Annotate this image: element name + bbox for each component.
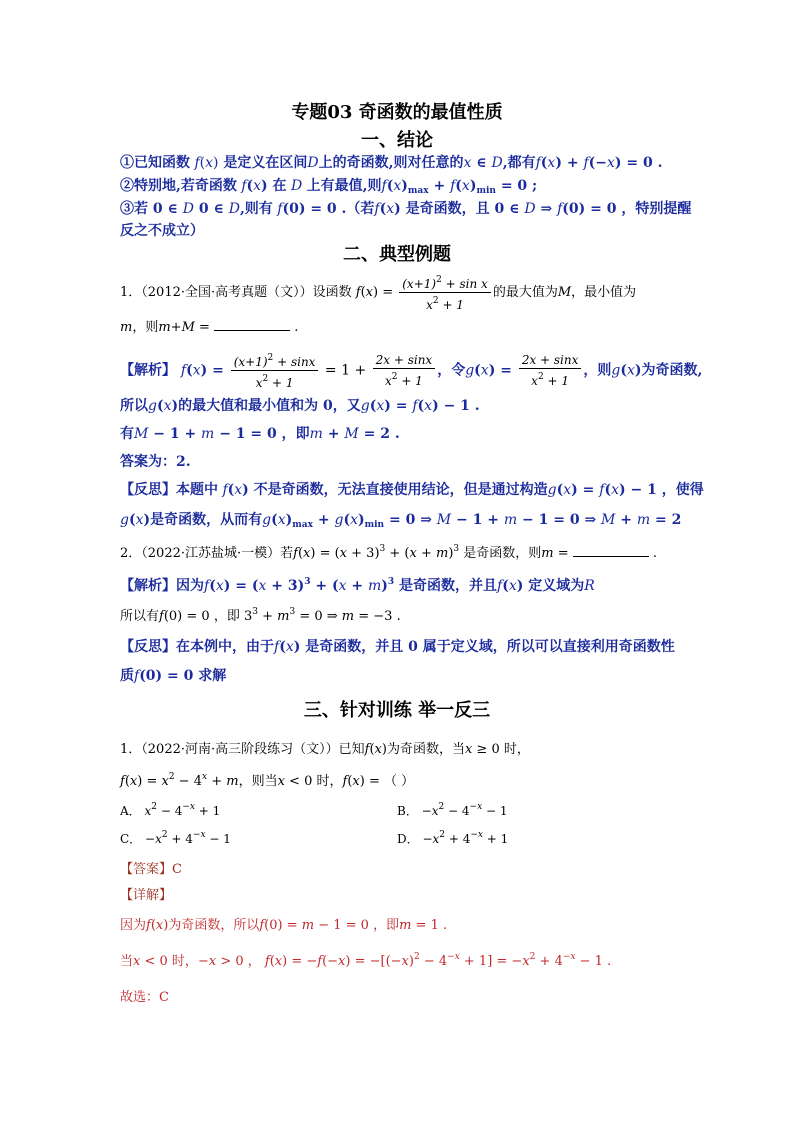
text: 所以 — [120, 398, 148, 414]
conclusion-line-1: ①已知函数 f(x) 是定义在区间D上的奇函数,则对任意的x ∈ D,都有f(x) + f(−x) = 0 . — [120, 155, 663, 171]
training1-detail-label: 【详解】 — [120, 888, 173, 903]
section-heading-training: 三、针对训练 举一反三 — [303, 700, 491, 721]
option-a[interactable]: A． $x^2 - 4^{-x} + 1$ — [120, 802, 221, 818]
text: 因为 — [120, 918, 147, 933]
example2-analysis: 【解析】因为$f(x) = (x + 3)^3 + (x + m)^3$ 是奇函数，并且f(x) 定义域为R — [120, 577, 595, 594]
example1-question-line2: m，则m+M = . — [120, 320, 299, 335]
text: ③若 — [120, 201, 148, 217]
example2-analysis-line2: 所以有f(0) = 0 ，即 $3^3 + m^3 = 0$ ⇒ m = −3 . — [120, 607, 401, 624]
example1-question: 1．（2012·全国·高考真题（文））设函数 f(x) = $\frac{(x+1)^2 + \sin x}{x^2 + 1}$ 的最大值为M，最小值为 — [120, 272, 636, 313]
example1-reflection: 【反思】本题中 f(x) 不是奇函数，无法直接使用结论，但是通过构造g(x) = f(x) − 1 ，使得 — [120, 482, 704, 498]
label: 【解析】 — [120, 362, 176, 379]
text: 当 — [120, 954, 134, 969]
example2-question: 2．（2022·江苏盐城·一模）若$f(x) = (x + 3)^3 + (x + m)^3$ 是奇函数，则m = . — [120, 544, 658, 561]
option-label: D． — [397, 832, 419, 846]
text: 是定义在区间 — [223, 155, 308, 171]
training1-answer: 【答案】C — [120, 862, 182, 877]
text: ，使得 — [661, 482, 704, 498]
text: ，即 — [281, 426, 310, 442]
answer-blank — [573, 544, 649, 557]
text: （ ） — [383, 774, 415, 789]
text: 是奇函数，且 — [405, 201, 490, 217]
text: 是奇函数，并且 0 属于定义域，所以可以直接利用奇函数性 — [305, 639, 675, 655]
option-label: A． — [120, 804, 141, 818]
text: 1．（2022·河南·高三阶段练习（文））已知 — [120, 742, 365, 757]
text: 1．（2012·全国·高考真题（文））设函数 — [120, 285, 352, 300]
label: 【解析】 — [120, 578, 176, 594]
example1-analysis-line2: 所以g(x)的最大值和最小值和为 0，又g(x) = f(x) − 1 . — [120, 398, 480, 414]
example2-reflection-line2: 质f(0) = 0 求解 — [120, 668, 227, 684]
text: 上有最值,则 — [306, 178, 382, 194]
text: 本题中 — [176, 482, 218, 498]
text: 定义域为 — [528, 578, 585, 594]
conclusion-line-2: ②特别地,若奇函数 f(x) 在 D 上有最值,则$f(x)_{max} + f(x)_{min} = 0$ ; — [120, 178, 538, 196]
text: 为奇函数，当 — [386, 742, 465, 757]
text: ，则 — [132, 320, 159, 335]
text: ,都有 — [502, 155, 536, 171]
text: 求解 — [198, 668, 227, 684]
example2-reflection: 【反思】在本例中，由于f(x) 是奇函数，并且 0 属于定义域，所以可以直接利用奇函数性 — [120, 639, 675, 655]
text: 因为 — [176, 578, 204, 594]
page-title: 专题03 奇函数的最值性质 — [291, 102, 503, 123]
text: 在 — [272, 178, 287, 194]
option-b[interactable]: B． $-x^2 - 4^{-x} - 1$ — [397, 802, 508, 818]
text: 的最大值和最小值和为 0，又 — [178, 398, 361, 414]
option-c[interactable]: C． $-x^2 + 4^{-x} - 1$ — [120, 830, 231, 846]
text: 的最大值为 — [492, 285, 558, 300]
text: 不是奇函数，无法直接使用结论，但是通过构造 — [253, 482, 548, 498]
training1-question: 1．（2022·河南·高三阶段练习（文））已知f(x)为奇函数，当x ≥ 0 时， — [120, 742, 530, 757]
text: 上的奇函数,则对任意的 — [318, 155, 464, 171]
text: 是奇函数，从而有 — [150, 512, 263, 528]
text: 有 — [120, 426, 134, 442]
conclusion-line-4: 反之不成立） — [120, 223, 204, 239]
answer-blank — [214, 318, 290, 331]
text: ，令 — [437, 362, 466, 379]
label: 【反思】 — [120, 482, 176, 498]
text: 所以有 — [120, 609, 160, 624]
text: ，即 — [213, 609, 240, 624]
option-label: B． — [397, 804, 418, 818]
text: ，即 — [373, 918, 400, 933]
text: ，最小值为 — [571, 285, 637, 300]
label: 【反思】 — [120, 639, 176, 655]
example1-analysis: 【解析】 f(x) = $\frac{(x+1)^2 + \sin x}{x^2 + 1}$ = 1 + $\frac{2x + \sin x}{x^2 + 1}$ ，令g(x) = $\frac{2x + \sin x}{x^2 + 1}$ ，则g(x)为奇函数, — [120, 350, 702, 391]
text: ,则有 — [239, 201, 273, 217]
example1-answer: 答案为：2. — [120, 454, 191, 470]
text: 质 — [120, 668, 134, 684]
option-d[interactable]: D． $-x^2 + 4^{-x} + 1$ — [397, 830, 509, 846]
example1-analysis-line3: 有M − 1 + m − 1 = 0 ，即m + M = 2 . — [120, 426, 400, 442]
section-heading-examples: 二、典型例题 — [343, 244, 451, 265]
text: ①已知函数 — [120, 155, 190, 171]
text: ，则当 — [238, 774, 278, 789]
example1-reflection-line2: g(x)是奇函数，从而有$g(x)_{max} + g(x)_{min} = 0$ ⇒ M − 1 + m − 1 = 0 ⇒ M + m = 2 — [120, 512, 682, 530]
text: 时， — [171, 954, 198, 969]
text: 是奇函数，并且 — [399, 578, 498, 594]
training1-question-line2: $f(x) = x^2 - 4^x + m$，则当x < 0 时，f(x) = （ ） — [120, 772, 415, 789]
text: ，特别提醒 — [621, 201, 692, 217]
fraction: $\frac{(x+1)^2 + \sin x}{x^2 + 1}$ — [399, 272, 491, 313]
text: ②特别地,若奇函数 — [120, 178, 237, 194]
option-label: C． — [120, 832, 142, 846]
training1-final: 故选：C — [120, 990, 169, 1005]
text: ，则 — [583, 362, 612, 379]
text: 为奇函数, — [641, 362, 703, 379]
text: 时， — [503, 742, 530, 757]
text: 是奇函数，则 — [463, 546, 542, 561]
training1-detail-line2: 当x < 0 时，−x > 0 ， $f(x) = -f(-x) = -[(-x)^2 - 4^{-x} + 1] = -x^2 + 4^{-x} - 1$ . — [120, 952, 612, 969]
text: 时， — [316, 774, 343, 789]
text: 在本例中，由于 — [176, 639, 274, 655]
text: 2．（2022·江苏盐城·一模）若 — [120, 546, 294, 561]
text: 为奇函数，所以 — [168, 918, 260, 933]
text: .（若 — [341, 201, 375, 217]
training1-detail-line1: 因为f(x)为奇函数，所以f(0) = m − 1 = 0 ，即m = 1 . — [120, 918, 448, 933]
conclusion-line-3: ③若 0 ∈ D 0 ∈ D,则有 f(0) = 0 .（若f(x) 是奇函数，且 0 ∈ D ⇒ f(0) = 0 ，特别提醒 — [120, 201, 692, 217]
section-heading-conclusion: 一、结论 — [361, 130, 433, 151]
